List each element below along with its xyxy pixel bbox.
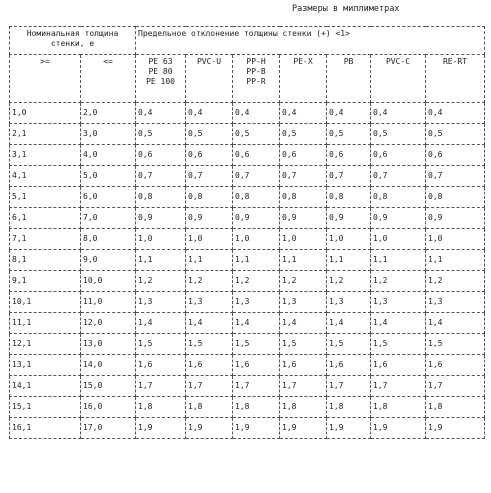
table-cell: 10,1 <box>10 292 81 313</box>
table-cell: 11,1 <box>10 313 81 334</box>
table-row <box>10 271 485 292</box>
table-cell: 1,4 <box>280 313 327 334</box>
pb-header: PB <box>327 55 371 103</box>
table-cell: 1,9 <box>426 418 485 439</box>
pe-header: PE 63 PE 80 PE 100 <box>136 55 186 103</box>
table-cell: 9,0 <box>81 250 136 271</box>
table-cell: 1,5 <box>371 334 426 355</box>
table-cell: 1,9 <box>327 418 371 439</box>
table-cell: 1,9 <box>136 418 186 439</box>
table-cell: 0,9 <box>371 208 426 229</box>
table-cell: 1,2 <box>371 271 426 292</box>
table-cell: 1,1 <box>426 250 485 271</box>
table-cell: 1,3 <box>136 292 186 313</box>
table-row <box>10 208 485 229</box>
table-cell: 1,3 <box>186 292 233 313</box>
table-cell: 16,0 <box>81 397 136 418</box>
table-cell: 0,8 <box>136 187 186 208</box>
table-cell: 0,8 <box>426 187 485 208</box>
table-cell: 0,8 <box>186 187 233 208</box>
table-row <box>10 376 485 397</box>
table-row <box>10 250 485 271</box>
table-row <box>10 124 485 145</box>
table-cell: 1,2 <box>426 271 485 292</box>
table-cell: 1,3 <box>327 292 371 313</box>
table-cell: 1,9 <box>280 418 327 439</box>
table-cell: 1,7 <box>233 376 280 397</box>
table-cell: 8,1 <box>10 250 81 271</box>
table-cell: 1,1 <box>371 250 426 271</box>
table-cell: 1,1 <box>280 250 327 271</box>
table-cell: 14,1 <box>10 376 81 397</box>
table-cell: 16,1 <box>10 418 81 439</box>
table-cell: 10,0 <box>81 271 136 292</box>
table-cell: 2,1 <box>10 124 81 145</box>
table-cell: 0,7 <box>280 166 327 187</box>
pp-header: PP-H PP-B PP-R <box>233 55 280 103</box>
table-cell: 0,6 <box>280 145 327 166</box>
table-cell: 5,1 <box>10 187 81 208</box>
table-cell: 0,7 <box>371 166 426 187</box>
table-cell: 1,7 <box>136 376 186 397</box>
table-cell: 1,6 <box>136 355 186 376</box>
table-cell: 0,7 <box>136 166 186 187</box>
table-cell: 15,1 <box>10 397 81 418</box>
table-row <box>10 418 485 439</box>
table-cell: 1,4 <box>327 313 371 334</box>
table-cell: 0,8 <box>233 187 280 208</box>
table-cell: 1,9 <box>371 418 426 439</box>
table-cell: 1,8 <box>233 397 280 418</box>
table-cell: 0,7 <box>426 166 485 187</box>
table-cell: 9,1 <box>10 271 81 292</box>
header-row-2 <box>10 55 485 103</box>
pe-x-header: PE-X <box>280 55 327 103</box>
table-cell: 1,4 <box>426 313 485 334</box>
table-cell: 17,0 <box>81 418 136 439</box>
table-cell: 6,1 <box>10 208 81 229</box>
table-cell: 1,7 <box>371 376 426 397</box>
table-row <box>10 397 485 418</box>
table-cell: 0,7 <box>233 166 280 187</box>
table-cell: 1,0 <box>186 229 233 250</box>
table-cell: 1,0 <box>233 229 280 250</box>
table-cell: 0,4 <box>327 103 371 124</box>
table-cell: 1,8 <box>136 397 186 418</box>
table-cell: 1,5 <box>426 334 485 355</box>
table-cell: 4,1 <box>10 166 81 187</box>
table-row <box>10 187 485 208</box>
table-cell: 1,7 <box>186 376 233 397</box>
table-row <box>10 313 485 334</box>
table-cell: 1,6 <box>327 355 371 376</box>
table-cell: 0,5 <box>327 124 371 145</box>
table-cell: 0,4 <box>136 103 186 124</box>
table-cell: 1,5 <box>186 334 233 355</box>
table-cell: 1,3 <box>233 292 280 313</box>
table-cell: 7,1 <box>10 229 81 250</box>
table-cell: 1,6 <box>426 355 485 376</box>
table-cell: 1,4 <box>186 313 233 334</box>
deviation-table <box>9 26 485 439</box>
table-cell: 1,1 <box>136 250 186 271</box>
deviation-header: Предельное отклонение толщины стенки (+) <1> <box>136 27 485 55</box>
table-cell: 1,7 <box>280 376 327 397</box>
table-cell: 1,6 <box>233 355 280 376</box>
table-cell: 3,1 <box>10 145 81 166</box>
table-cell: 1,1 <box>233 250 280 271</box>
table-cell: 0,5 <box>280 124 327 145</box>
table-cell: 1,8 <box>280 397 327 418</box>
table-cell: 1,4 <box>136 313 186 334</box>
table-cell: 12,0 <box>81 313 136 334</box>
table-cell: 1,4 <box>233 313 280 334</box>
table-cell: 1,3 <box>371 292 426 313</box>
table-cell: 1,5 <box>327 334 371 355</box>
max-header: <= <box>81 55 136 103</box>
table-cell: 1,2 <box>327 271 371 292</box>
table-cell: 3,0 <box>81 124 136 145</box>
table-cell: 6,0 <box>81 187 136 208</box>
table-cell: 15,0 <box>81 376 136 397</box>
table-cell: 1,1 <box>327 250 371 271</box>
table-cell: 1,5 <box>136 334 186 355</box>
table-cell: 0,6 <box>371 145 426 166</box>
table-cell: 0,5 <box>186 124 233 145</box>
table-cell: 0,9 <box>186 208 233 229</box>
table-cell: 1,6 <box>371 355 426 376</box>
nominal-thickness-header: Номинальная толщина стенки, e <box>10 27 136 55</box>
table-cell: 0,9 <box>426 208 485 229</box>
table-cell: 1,8 <box>426 397 485 418</box>
table-cell: 0,9 <box>136 208 186 229</box>
table-cell: 2,0 <box>81 103 136 124</box>
table-cell: 1,0 <box>136 229 186 250</box>
header-row-1 <box>10 27 485 55</box>
units-caption: Размеры в миллиметрах <box>292 4 400 14</box>
table-cell: 7,0 <box>81 208 136 229</box>
table-cell: 0,9 <box>233 208 280 229</box>
table-cell: 1,6 <box>186 355 233 376</box>
table-cell: 0,5 <box>371 124 426 145</box>
table-cell: 11,0 <box>81 292 136 313</box>
table-cell: 1,9 <box>186 418 233 439</box>
table-cell: 13,1 <box>10 355 81 376</box>
table-cell: 0,5 <box>426 124 485 145</box>
table-cell: 1,0 <box>280 229 327 250</box>
table-cell: 1,8 <box>327 397 371 418</box>
table-cell: 0,5 <box>136 124 186 145</box>
table-cell: 0,6 <box>327 145 371 166</box>
table-row <box>10 166 485 187</box>
table-cell: 1,0 <box>371 229 426 250</box>
table-cell: 0,9 <box>327 208 371 229</box>
table-body <box>10 103 485 439</box>
table-cell: 1,6 <box>280 355 327 376</box>
table-cell: 1,5 <box>280 334 327 355</box>
table-cell: 5,0 <box>81 166 136 187</box>
table-cell: 0,8 <box>371 187 426 208</box>
table-row <box>10 292 485 313</box>
re-rt-header: RE-RT <box>426 55 485 103</box>
table-cell: 1,0 <box>426 229 485 250</box>
table-cell: 0,4 <box>280 103 327 124</box>
table-cell: 4,0 <box>81 145 136 166</box>
pvc-c-header: PVC-C <box>371 55 426 103</box>
table-cell: 1,2 <box>136 271 186 292</box>
table-cell: 1,8 <box>371 397 426 418</box>
table-cell: 0,4 <box>426 103 485 124</box>
table-cell: 0,4 <box>233 103 280 124</box>
table-cell: 1,5 <box>233 334 280 355</box>
table-cell: 1,2 <box>280 271 327 292</box>
pvc-u-header: PVC-U <box>186 55 233 103</box>
table-cell: 0,4 <box>371 103 426 124</box>
table-cell: 0,8 <box>327 187 371 208</box>
table-cell: 0,7 <box>327 166 371 187</box>
table-cell: 0,6 <box>233 145 280 166</box>
min-header: >= <box>10 55 81 103</box>
table-cell: 1,0 <box>327 229 371 250</box>
table-row <box>10 103 485 124</box>
table-cell: 0,9 <box>280 208 327 229</box>
table-cell: 12,1 <box>10 334 81 355</box>
table-cell: 1,8 <box>186 397 233 418</box>
table-cell: 0,7 <box>186 166 233 187</box>
table-cell: 1,3 <box>426 292 485 313</box>
table-cell: 1,1 <box>186 250 233 271</box>
table-cell: 1,2 <box>186 271 233 292</box>
table-cell: 1,9 <box>233 418 280 439</box>
table-cell: 0,6 <box>186 145 233 166</box>
table-cell: 0,5 <box>233 124 280 145</box>
table-row <box>10 145 485 166</box>
table-cell: 0,8 <box>280 187 327 208</box>
table-cell: 0,6 <box>136 145 186 166</box>
table-cell: 1,4 <box>371 313 426 334</box>
table-cell: 0,6 <box>426 145 485 166</box>
table-cell: 0,4 <box>186 103 233 124</box>
table-row <box>10 334 485 355</box>
table-cell: 13,0 <box>81 334 136 355</box>
table-cell: 1,0 <box>10 103 81 124</box>
table-cell: 1,7 <box>327 376 371 397</box>
table-cell: 1,3 <box>280 292 327 313</box>
table-row <box>10 229 485 250</box>
table-cell: 14,0 <box>81 355 136 376</box>
table-cell: 8,0 <box>81 229 136 250</box>
table-cell: 1,2 <box>233 271 280 292</box>
table-cell: 1,7 <box>426 376 485 397</box>
table-row <box>10 355 485 376</box>
